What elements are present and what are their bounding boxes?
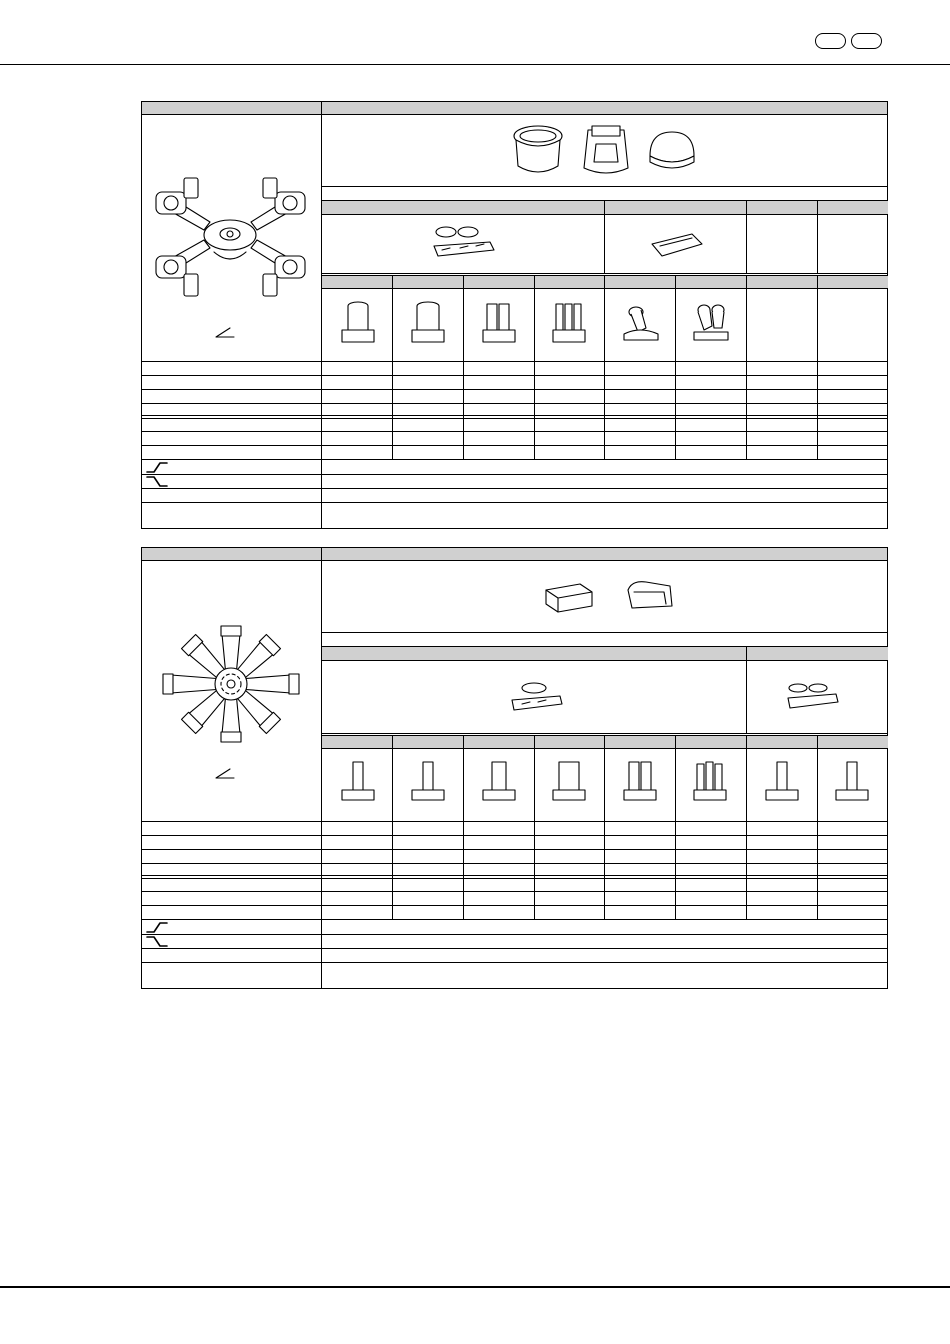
table-header-bar (142, 548, 887, 561)
carrier-set-drawing (430, 222, 498, 264)
bucket-header-bar (322, 201, 888, 215)
bucket-cap-drawing (644, 128, 700, 178)
carrier-wide-drawing (508, 680, 566, 720)
adapter-2-1-drawing (340, 758, 376, 808)
adapter-2-6-drawing (692, 758, 728, 808)
adapter-2-4-drawing (551, 758, 587, 808)
adapter-2-2-drawing (410, 758, 446, 808)
adapter-5-drawing (622, 304, 660, 348)
rotor-8-place-drawing (156, 624, 306, 746)
plate-carrier-drawing (648, 230, 706, 262)
table-header-bar (142, 102, 887, 115)
language-badge-left (815, 33, 846, 49)
bucket-open-drawing (624, 578, 676, 614)
header-rule (0, 64, 950, 65)
adapter-2-8-drawing (834, 758, 870, 808)
adapter-header-bar (322, 276, 888, 289)
deceleration-curve-icon (146, 476, 168, 487)
adapter-3-drawing (481, 300, 517, 350)
bucket-box-drawing (540, 580, 596, 616)
language-badge-right (851, 33, 882, 49)
bucket-round-drawing (508, 122, 568, 180)
rotor-angle-icon (214, 327, 236, 339)
carrier-narrow-drawing (784, 680, 842, 716)
adapter-6-drawing (692, 302, 730, 348)
footer-rule (0, 1286, 950, 1288)
adapter-1-drawing (340, 300, 376, 350)
rotor-4-place-drawing (148, 170, 313, 300)
adapter-2-3-drawing (481, 758, 517, 808)
adapter-4-drawing (551, 300, 587, 350)
rotor-angle-icon (214, 768, 236, 780)
adapter-2-7-drawing (764, 758, 800, 808)
bucket-header-bar (322, 647, 888, 661)
acceleration-curve-icon (146, 462, 168, 473)
adapter-2-drawing (410, 300, 446, 350)
bucket-rectangular-drawing (578, 122, 634, 180)
adapter-header-bar (322, 736, 888, 749)
acceleration-curve-icon (146, 922, 168, 933)
deceleration-curve-icon (146, 936, 168, 947)
adapter-2-5-drawing (622, 758, 658, 808)
